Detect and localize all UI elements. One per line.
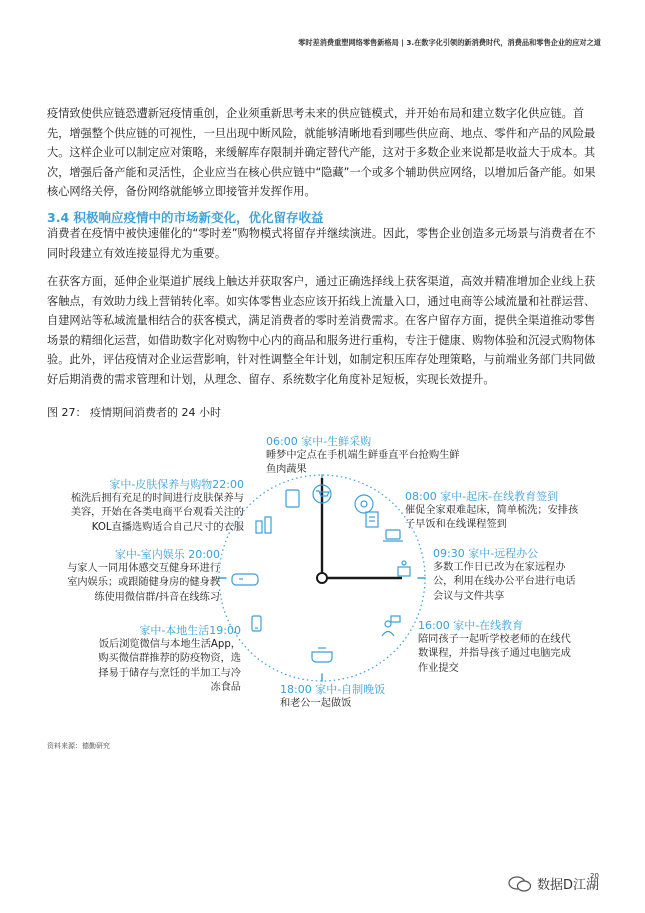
- label-1900-text: 饭后浏览微信与本地生活App，购买微信群推荐的防疫物资，选择易于储存与烹饪的半加工与冷冻食品: [98, 639, 241, 693]
- paragraph-zero-lag: 消费者在疫情中被快速催化的“零时差”购物模式将留存并继续演进。因此，零售企业创造多元场景与消费者在不同时段建立有效连接显得尤为重要。: [47, 227, 596, 260]
- label-1600-title: 16:00 家中-在线教育: [418, 619, 524, 632]
- teacher-icon: [382, 616, 400, 636]
- game-controller-icon: [232, 574, 258, 585]
- mobile-phone-icon: [252, 616, 261, 631]
- label-1900: [96, 623, 241, 695]
- label-1800-text: 和老公一起做饭: [280, 698, 352, 709]
- label-0600-title: 06:00 家中-生鲜采购: [266, 435, 372, 448]
- label-1600-text: 陪同孩子一起听学校老师的在线代数课程，并指导孩子通过电脑完成作业提交: [418, 634, 571, 674]
- cosmetics-icon: [256, 517, 271, 533]
- label-0600-text: 睡梦中定点在手机端生鲜垂直平台抢购生鲜鱼肉蔬果: [266, 450, 460, 476]
- laptop-icon: [383, 530, 403, 541]
- label-2000-text: 与家人一同用体感交互健身环进行室内娱乐；或跟随健身房的健身教练使用微信群/抖音在线练习: [67, 563, 220, 603]
- clock-hub: [317, 573, 327, 583]
- label-0800-title: 08:00 家中-起床-在线教育签到: [405, 490, 559, 503]
- watermark-text: 数据D江湖: [537, 878, 600, 893]
- label-1800-title: 18:00 家中-自制晚饭: [280, 683, 386, 696]
- label-0600: [266, 434, 466, 478]
- label-0800-text: 催促全家艰难起床，简单梳洗；安排孩子早饭和在线课程签到: [405, 505, 579, 531]
- source-note: 资料来源：德勤研究: [47, 742, 110, 750]
- tablet-icon: [286, 490, 299, 507]
- paragraph-acquisition: 在获客方面，延伸企业渠道扩展线上触达并获取客户，通过正确选择线上获客渠道，高效并精准增加企业线上获客触点，有效助力线上营销转化率。如实体零售业态应该开拓线上流量入口，通过电商等公域流量和社群运营、自建网站等私域流量相结合的获客模式，满足消费者的零时差消费需求。在客户留存方面，提供全渠道推动零售场景的精细化运营，如借助数字化对购物中心内的商品和服务进行重构，专注于健康、购物体验和沉浸式购物体验。此外，评估疫情对企业运营影响，针对性调整全年计划，如制定积压库存处理策略，与前端业务部门共同做好后期消费的需求管理和计划，从理念、留存、系统数字化角度补足短板，实现长效提升。: [47, 275, 596, 386]
- label-2200: [62, 477, 244, 535]
- label-2000: [60, 547, 220, 605]
- label-0930-title: 09:30 家中-远程办公: [433, 547, 539, 560]
- cooking-pot-icon: [312, 648, 332, 662]
- watermark: [508, 874, 599, 893]
- label-2000-title: 家中-室内娱乐 20:00: [114, 548, 220, 561]
- page-number: 20: [590, 872, 599, 880]
- section-heading: 3.4 积极响应疫情中的市场新变化，优化留存收益: [47, 210, 324, 225]
- gear-icon: [355, 495, 373, 513]
- label-0800: [405, 489, 580, 533]
- page-header: 零时差消费重塑网络零售新格局 | 3.在数字化引领的新消费时代，消费品和零售企业的应对之道: [298, 38, 601, 47]
- label-2200-text: 梳洗后拥有充足的时间进行皮肤保养与美容，开始在各类电商平台观看关注的KOL直播选购适合自己尺寸的衣服: [70, 493, 244, 533]
- paragraph-supply-chain: 疫情致使供应链恐遭新冠疫情重创，企业须重新思考未来的供应链模式，并开始布局和建立数字化供应链。首先，增强整个供应链的可视性，一旦出现中断风险，就能够清晰地看到哪些供应商、地点、零件和产品的风险最大。这样企业可以制定应对策略，来缓解库存限制并确定替代产能，这对于多数企业来说都是收益大于成本。其次，增强后备产能和灵活性，企业应当在核心供应链中“隐藏”一个或多个辅助供应网络，以增加后备产能。如果核心网络关停，备份网络就能够立即接管并发挥作用。: [47, 107, 596, 198]
- figure-caption: 图 27： 疫情期间消费者的 24 小时: [47, 406, 221, 419]
- label-1800: [280, 682, 410, 711]
- label-2200-title: 家中-皮肤保养与购物22:00: [109, 478, 244, 491]
- desk-work-icon: [398, 561, 410, 576]
- label-1600: [418, 618, 578, 676]
- label-0930: [433, 546, 583, 604]
- label-1900-title: 家中-本地生活19:00: [139, 624, 241, 637]
- label-0930-text: 多数工作日已改为在家远程办公，利用在线办公平台进行电话会议与文件共享: [433, 562, 576, 602]
- document-icon: [366, 512, 378, 527]
- wechat-icon: [508, 875, 532, 893]
